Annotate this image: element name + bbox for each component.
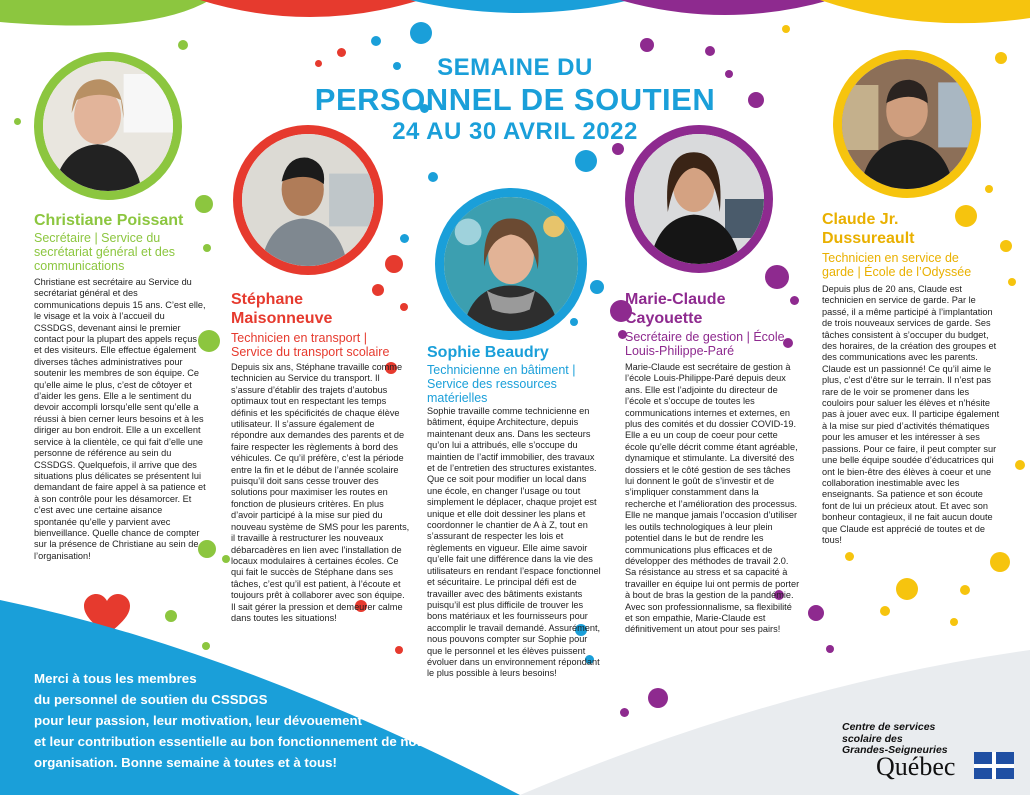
person-role: Secrétaire de gestion | École Louis-Philippe-Paré bbox=[625, 330, 785, 358]
footer-line: pour leur passion, leur motivation, leur dévouement bbox=[34, 713, 363, 728]
person-role: Secrétaire | Service du secrétariat général et des communications bbox=[34, 231, 176, 273]
bunting-banner bbox=[0, 0, 1030, 40]
logo-line: scolaire des bbox=[842, 732, 903, 745]
person-name: Marie-Claude Cayouette bbox=[625, 291, 726, 327]
person-bio: Christiane est secrétaire au Service du secrétariat général et des communications depuis 15 ans. C’est elle, le visage et la voix à l’accueil du CSSDGS, devenant ainsi le premier contact pour la plupart des appels reçus et des visiteurs. Elle effectue également diverses tâches administratives pour soutenir les membres de son équipe. Ce qu’elle aime le plus, c’est de côtoyer et d’aider les gens. Elle a le sentiment du devoir accompli lorsqu’elle sent qu’elle a réussi à bien cerner leurs besoins et à les diriger au bon endroit. Elle a un excellent service à la clientèle, ce qui fait d’elle une personne de référence au sein du CSSDGS. Quelquefois, il arrive que des situations plus délicates se présentent lui demandant de faire appel à sa patience et à son contrôle pour les désamorcer. Et c’est avec une certaine aisance spontanée qu’elle y parvient avec bienveillance. Quelle chance de compter sur la présence de Christiane au sein de l’organisation! bbox=[34, 277, 206, 561]
logo-line: Centre de services bbox=[842, 721, 936, 733]
portrait-claude bbox=[833, 50, 981, 198]
footer-line: Merci à tous les membres bbox=[34, 671, 197, 686]
person-role: Technicien en service de garde | École de l’Odyssée bbox=[822, 251, 972, 279]
person-name: Sophie Beaudry bbox=[427, 344, 549, 361]
portrait-sophie bbox=[435, 188, 587, 340]
footer-line: organisation. Bonne semaine à toutes et à tous! bbox=[34, 755, 337, 770]
portrait-christiane bbox=[34, 52, 182, 200]
person-bio: Sophie travaille comme technicienne en bâtiment, équipe Architecture, depuis maintenant deux ans. Dans les secteurs qu’on lui a attribués, elle s’occupe du maintien de l’actif immobilier, des travaux et de l’entretien des structures existantes. Que ce soit pour modifier un local dans une école, en changer l’usage ou tout simplement le déplacer, chaque projet est unique et elle doit dessiner les plans et coordonner le chantier de A à Z, tout en s’assurant de respecter les lois et règlements en vigueur. Elle aime savoir qu’elle fait une différence dans la vie des utilisateurs en rendant l’espace fonctionnel et sécuritaire. Le principal défi est de travailler avec des bâtiments existants puisqu’il est plus difficile de trouver les bons matériaux et les fournisseurs pour accomplir le travail demandé. Assurément, nous pouvons compter sur Sophie pour que le personnel et les élèves puissent évoluer dans un environnement répondant le plus possible à leurs besoins! bbox=[427, 406, 601, 679]
header-title-line1: SEMAINE DU bbox=[437, 54, 593, 81]
person-bio: Marie-Claude est secrétaire de gestion à l’école Louis-Philippe-Paré depuis deux ans. Elle est l’adjointe du directeur de l’école et s’occupe de toutes les communications internes et externes, en plus des comités et du dossier COVID-19. Elle a eu un coup de coeur pour cette école qu’elle décrit comme étant agréable, dynamique et stimulante. La diversité des dossiers et le côté gestion de ses tâches lui donnent le goût de s’investir et de s’impliquer constamment dans la recherche et l’amélioration des processus. Elle ne manque jamais l’occasion d’utiliser les outils technologiques à leur plein potentiel dans le but de rendre les communications plus efficaces et de développer des méthodes de travail 2.0. Sa résistance au stress et sa capacité à travailler en équipe lui ont permis de porter à bout de bras la gestion de la pandémie. Avec son professionnalisme, sa flexibilité et son empathie, Marie-Claude est définitivement un atout pour ses pairs! bbox=[625, 362, 800, 635]
fleur-de-lis-flag-icon bbox=[974, 752, 1014, 779]
person-name: Christiane Poissant bbox=[34, 212, 184, 229]
footer-thank-you bbox=[34, 668, 454, 773]
person-name: Claude Jr. Dussureault bbox=[822, 211, 915, 247]
footer-line: et leur contribution essentielle au bon fonctionnement de notre bbox=[34, 734, 434, 749]
person-name: Stéphane Maisonneuve bbox=[231, 291, 333, 327]
header-title-line2: PERSONNEL DE SOUTIEN bbox=[314, 82, 716, 117]
person-role: Technicien en transport | Service du transport scolaire bbox=[231, 331, 390, 359]
header-date: 24 AU 30 AVRIL 2022 bbox=[392, 118, 638, 145]
person-bio: Depuis six ans, Stéphane travaille comme technicien au Service du transport. Il s’assure d’établir des trajets d’autobus optimaux tout en respectant les temps définis et les spécificités de chaque élève utilisateur. Il s’assure également de répondre aux demandes des parents et de faire respecter les règlements à bord des véhicules. Ce qu’il préfère, c’est la période entre la fin et le début de l’année scolaire puisqu’il doit sans cesse trouver des solutions pour maximiser les routes en fonction de plusieurs critères. En plus d’avoir participé à la mise sur pied du nouveau système de SMS pour les parents, il travaille à restructurer les nouveaux débarcadères en lien avec l’installation de locaux modulaires à certaines écoles. Ce qui fait le succès de Stéphane dans ses tâches, c’est qu’il est patient, à l’écoute et toujours prêt à collaborer avec son équipe. Il sait gérer la pression et demeurer calme dans toutes les situations! bbox=[231, 362, 410, 623]
logo-line: Grandes-Seigneuries bbox=[842, 744, 948, 756]
portrait-marie-claude bbox=[625, 125, 773, 273]
portrait-stephane bbox=[233, 125, 383, 275]
footer-line: du personnel de soutien du CSSDGS bbox=[34, 692, 268, 707]
quebec-wordmark: Québec bbox=[876, 752, 956, 781]
person-bio: Depuis plus de 20 ans, Claude est technicien en service de garde. Par le passé, il a même participé à l’implantation de trois nouveaux services de garde. Ses tâches consistent à s’occuper du budget, des horaires, de la création des groupes et des communications avec les parents. Claude est un passionné! Ce qu’il aime le plus, c’est d’être sur le terrain. Il n’est pas rare de le voir se promener dans les couloirs pour saluer les élèves et n’hésite pas à jouer avec eux. Il participe également à la mise sur pied d’activités thématiques pour les amuser et les intéresser à ses passions. Pour ce faire, il peut compter sur une belle équipe soudée d’éducatrices qui ont le bien-être des élèves à coeur et une collaboration inestimable avec les enseignants. Sa patience et son écoute font de lui un précieux atout. Et avec son bonheur contagieux, il ne fait aucun doute que Claude est apprécié de toutes et de tous! bbox=[822, 284, 1000, 545]
person-role: Technicienne en bâtiment | Service des ressources matérielles bbox=[427, 363, 576, 405]
